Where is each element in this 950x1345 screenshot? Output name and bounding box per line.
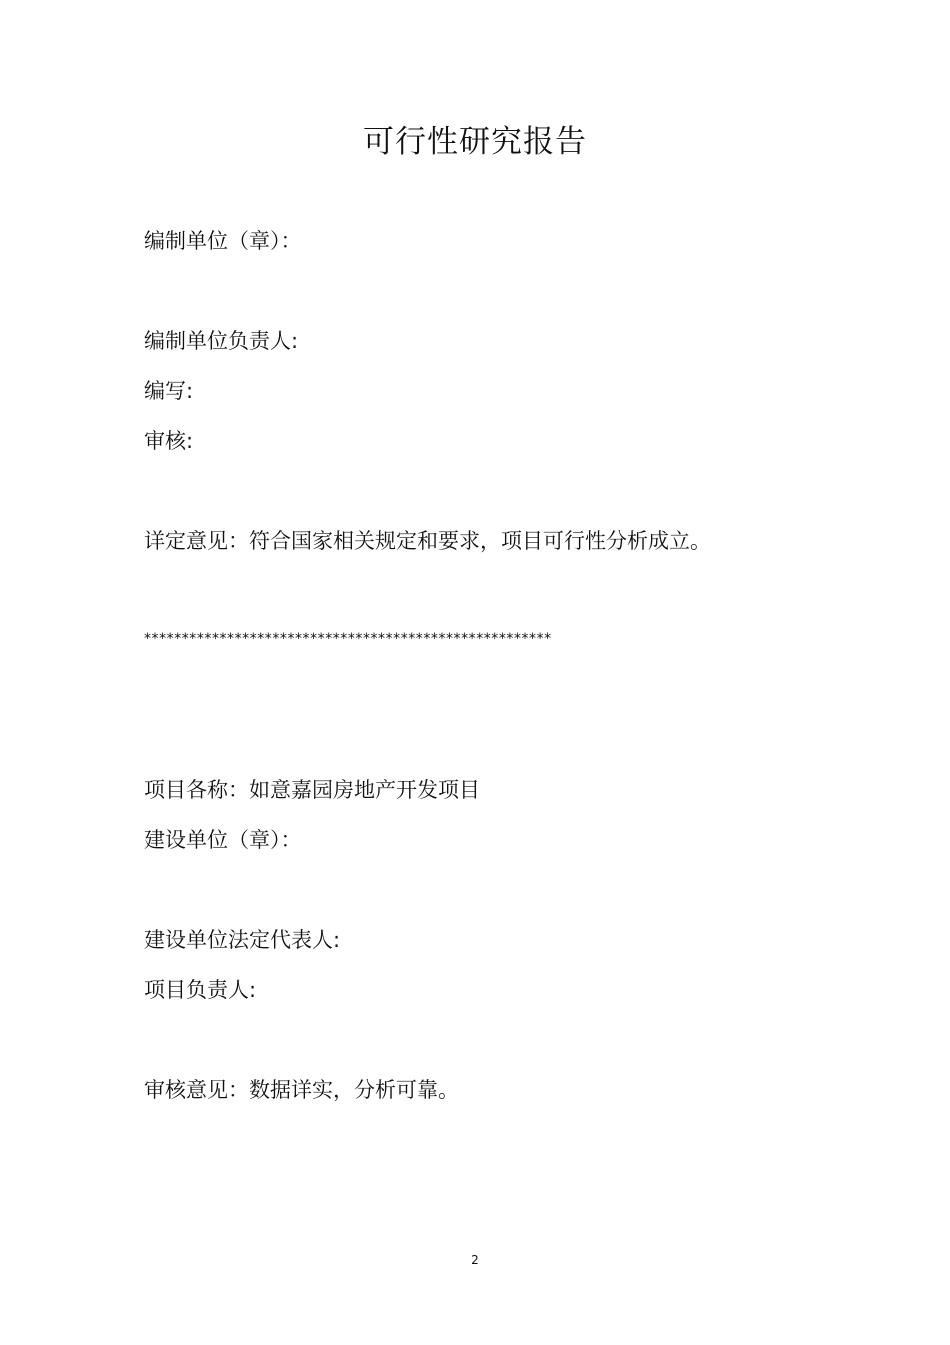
project-lead-field: 项目负责人:: [144, 978, 257, 1002]
document-title: 可行性研究报告: [363, 124, 587, 160]
prep-unit-field: 编制单位（章）：: [144, 229, 302, 253]
author-field: 编写:: [144, 379, 194, 403]
legal-representative-field: 建设单位法定代表人:: [144, 928, 341, 952]
detailed-opinion: 详定意见：符合国家相关规定和要求，项目可行性分析成立。: [144, 529, 711, 553]
page-number: 2: [471, 1253, 479, 1267]
prep-unit-head-field: 编制单位负责人:: [144, 329, 299, 353]
review-opinion: 审核意见：数据详实，分析可靠。: [144, 1078, 459, 1102]
project-name-field: 项目各称：如意嘉园房地产开发项目: [144, 778, 480, 802]
construction-unit-field: 建设单位（章）：: [144, 828, 302, 852]
separator-line: ******************************************************: [144, 631, 552, 647]
reviewer-field: 审核:: [144, 429, 194, 453]
